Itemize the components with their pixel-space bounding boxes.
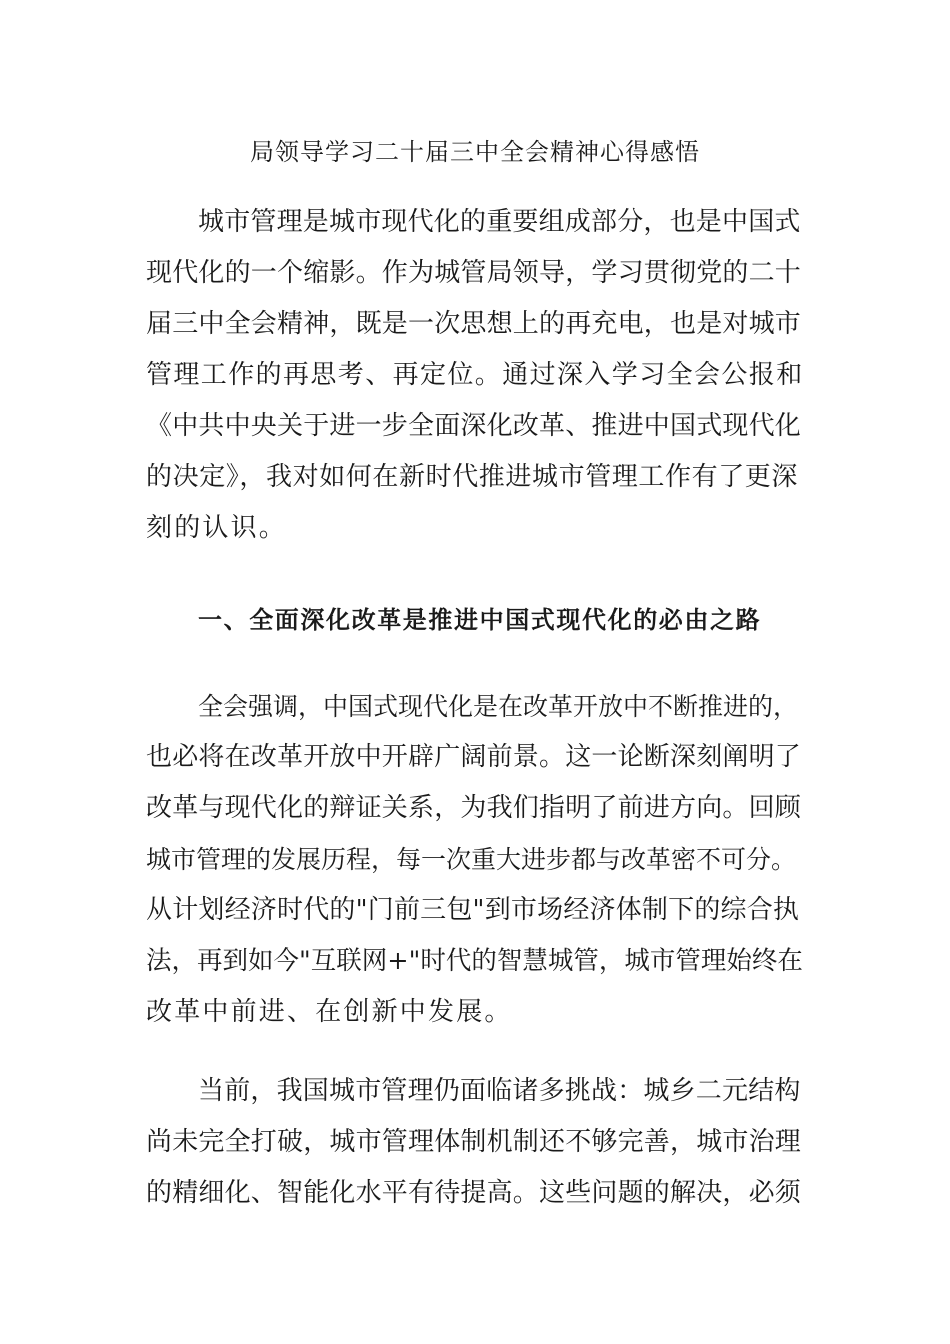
paragraph-line: 全会强调，中国式现代化是在改革开放中不断推进的，	[198, 692, 799, 721]
paragraph-line: 《中共中央关于进一步全面深化改革、推进中国式现代化	[146, 411, 802, 441]
paragraph-line: 法，再到如今"互联网+"时代的智慧城管，城市管理始终在	[146, 946, 803, 976]
section1-paragraph-2	[146, 1066, 806, 1219]
paragraph-line: 管理工作的再思考、再定位。通过深入学习全会公报和	[146, 360, 804, 390]
paragraph-line: 届三中全会精神，既是一次思想上的再充电，也是对城市	[146, 309, 802, 339]
paragraph-line: 城市管理是城市现代化的重要组成部分，也是中国式	[198, 207, 801, 237]
paragraph-line: 的决定》，我对如何在新时代推进城市管理工作有了更深	[146, 462, 799, 492]
paragraph-line: 当前，我国城市管理仍面临诸多挑战：城乡二元结构	[198, 1076, 801, 1106]
paragraph-line: 从计划经济时代的"门前三包"到市场经济体制下的综合执	[146, 895, 800, 925]
paragraph-line: 改革与现代化的辩证关系，为我们指明了前进方向。回顾	[146, 793, 802, 823]
paragraph-line: 尚未完全打破，城市管理体制机制还不够完善，城市治理	[146, 1127, 802, 1157]
paragraph-line: 现代化的一个缩影。作为城管局领导，学习贯彻党的二十	[146, 258, 802, 288]
paragraph-line: 改革中前进、在创新中发展。	[146, 997, 513, 1027]
document-title: 局领导学习二十届三中全会精神心得感悟	[250, 138, 700, 166]
intro-paragraph	[146, 197, 806, 554]
paragraph-line: 刻的认识。	[146, 513, 288, 543]
paragraph-line: 也必将在改革开放中开辟广阔前景。这一论断深刻阐明了	[146, 742, 802, 772]
section1-paragraph-1	[146, 681, 806, 1038]
paragraph-line: 的精细化、智能化水平有待提高。这些问题的解决，必须	[146, 1178, 802, 1208]
paragraph-line: 城市管理的发展历程，每一次重大进步都与改革密不可分。	[146, 845, 797, 874]
section-heading: 一、全面深化改革是推进中国式现代化的必由之路	[198, 605, 762, 634]
